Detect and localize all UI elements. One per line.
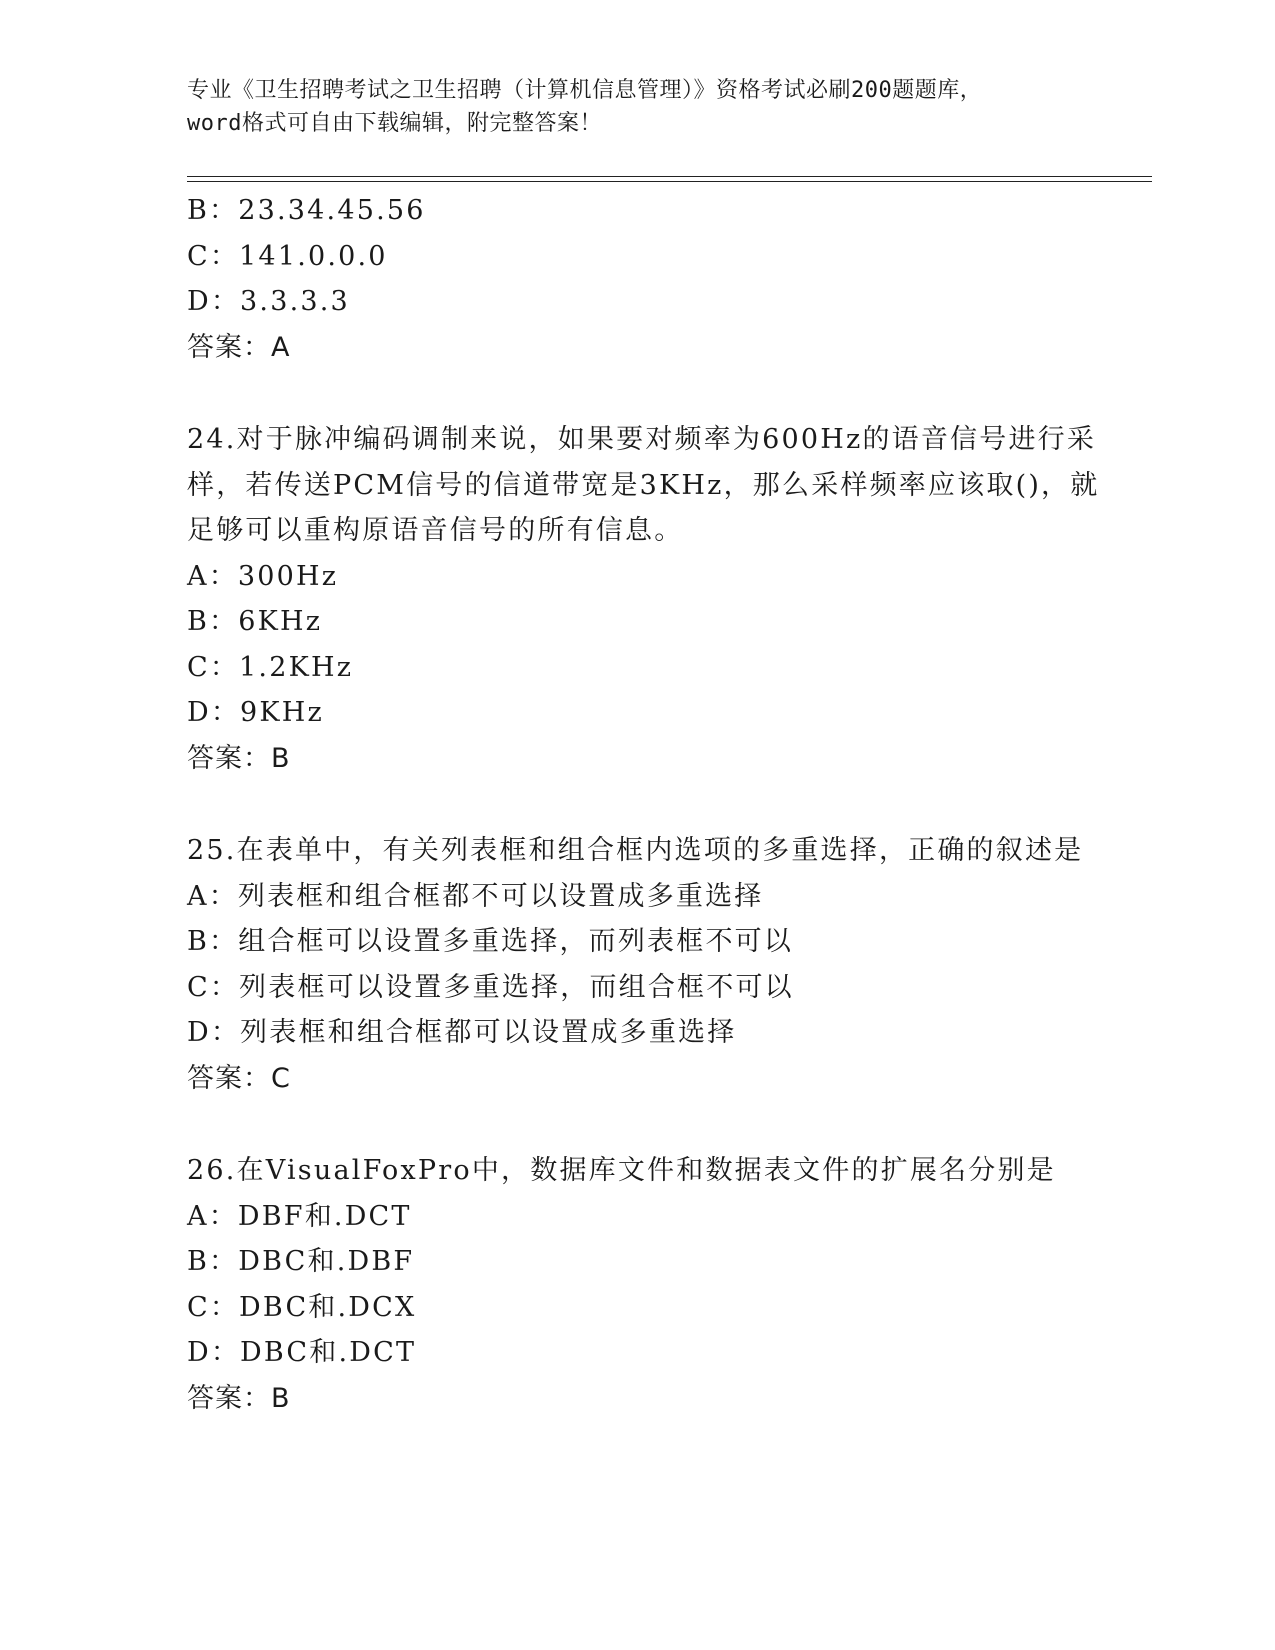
option-b: B：DBC和.DBF xyxy=(187,1246,415,1277)
option-b: B：组合框可以设置多重选择，而列表框不可以 xyxy=(187,926,794,957)
answer-line: 答案：C xyxy=(187,1062,291,1094)
option-d: D：9KHz xyxy=(187,697,324,728)
option-c: C：141.0.0.0 xyxy=(187,240,388,272)
question-stem-line: 样，若传送PCM信号的信道带宽是3KHz，那么采样频率应该取()，就 xyxy=(187,469,1100,501)
answer-line: 答案：B xyxy=(187,1382,291,1414)
option-a: A：DBF和.DCT xyxy=(187,1200,412,1232)
option-b: B：6KHz xyxy=(187,606,323,637)
option-c: C：DBC和.DCX xyxy=(187,1291,417,1323)
option-a: A：列表框和组合框都不可以设置成多重选择 xyxy=(187,880,764,912)
question-spacer xyxy=(187,370,1147,417)
option-c: C：1.2KHz xyxy=(187,651,354,683)
question-stem-line: 24.对于脉冲编码调制来说，如果要对频率为600Hz的语音信号进行采 xyxy=(187,424,1097,455)
question-list xyxy=(187,188,1147,1421)
option-a: A：300Hz xyxy=(187,560,339,592)
question-spacer xyxy=(187,781,1147,828)
question-26 xyxy=(187,1148,1147,1421)
question-24 xyxy=(187,417,1147,781)
header-rule-bottom xyxy=(187,181,1152,182)
option-d: D：DBC和.DCT xyxy=(187,1337,417,1368)
header-title-line2: word格式可自由下载编辑，附完整答案！ xyxy=(187,111,602,136)
question-stem-line: 25.在表单中，有关列表框和组合框内选项的多重选择，正确的叙述是 xyxy=(187,835,1084,866)
question-stem-line: 足够可以重构原语音信号的所有信息。 xyxy=(187,515,684,546)
question-stem-line: 26.在VisualFoxPro中，数据库文件和数据表文件的扩展名分别是 xyxy=(187,1155,1056,1186)
answer-line: 答案：A xyxy=(187,331,291,363)
answer-line: 答案：B xyxy=(187,742,291,774)
header-title-line1: 专业《卫生招聘考试之卫生招聘（计算机信息管理）》资格考试必刷200题题库， xyxy=(187,78,983,103)
question-spacer xyxy=(187,1101,1147,1148)
option-d: D：3.3.3.3 xyxy=(187,286,350,317)
question-23-tail xyxy=(187,188,1147,370)
option-c: C：列表框可以设置多重选择，而组合框不可以 xyxy=(187,971,794,1003)
header-rule-top xyxy=(187,176,1152,177)
page-header xyxy=(187,74,1087,140)
option-d: D：列表框和组合框都可以设置成多重选择 xyxy=(187,1017,737,1048)
option-b: B：23.34.45.56 xyxy=(187,195,426,226)
question-25 xyxy=(187,828,1147,1101)
